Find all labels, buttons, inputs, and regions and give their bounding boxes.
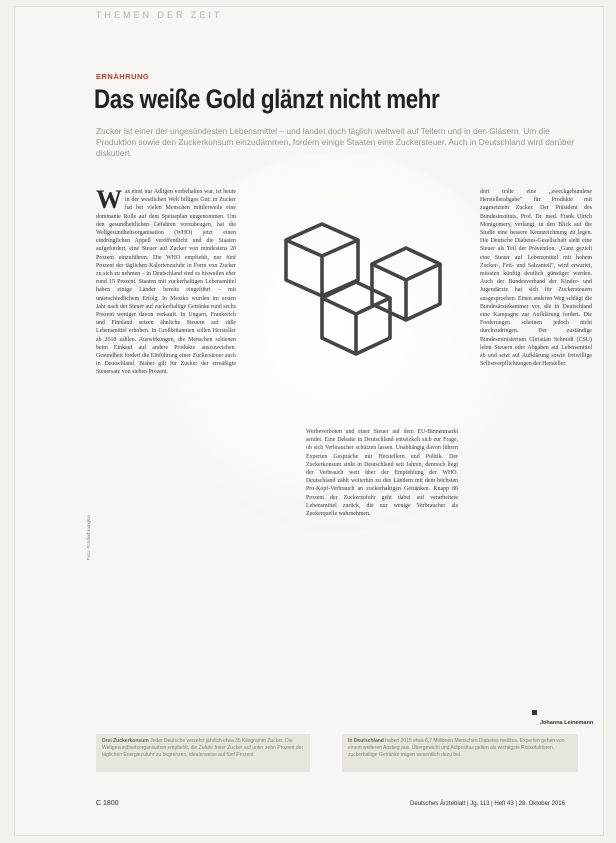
sugar-cubes-icon — [264, 218, 464, 368]
issue-info: Deutsches Ärzteblatt | Jg. 113 | Heft 43 | 28. Oktober 2016 — [410, 801, 565, 807]
info-box-text: haben 2015 etwa 6,7 Millionen Menschen Diabetes mellitus. Experten gehen von einem weiteren Anstieg aus. Übergewicht und Adipositas gelten als wichtigste Risikofaktoren, zuckerhaltige Getränke tragen wesentlich dazu bei. — [348, 738, 565, 758]
body-column-3: dort teilte eine „zweckgebundene Herstellerabgabe" für Produkte mit zugesetztem Zucker. Der Präsident des Bundesinstituts, Prof. Dr. med. Frank Ulrich Montgomery, verlangt, in den Blick auf die Studie eine bessere Kennzeichnung zu legen. Die Deutsche Diabetes-Gesellschaft sieht eine Steuer als Teil der Prävention. „Ganz gezielt eine Steuer auf Lebensmittel mit hohem Zucker-, Fett- und Salzanteil", wird erwartet, müssten künftig deutlich günstiger werden. Auch der Bundesverband der Kinder- und Jugendärzte hat sich für Zuckersteuern ausgesprochen. Einen anderen Weg schlägt die Bundesärztekammer vor, die in Deutschland eine Kampagne zur Aufklärung fordert. Die Forderungen scheinen jedoch nicht durchzudringen. Der zuständige Bundesministerium Christian Schmidt (CSU) lehnt Steuern oder Abgaben auf Lebensmittel ab und setzt auf Aufklärung sowie freiwillige Selbstverpflichtungen der Hersteller. — [480, 189, 592, 368]
info-box-right — [342, 734, 578, 772]
headline: Das weiße Gold glänzt nicht mehr — [94, 84, 440, 114]
body-column-2: Werbeverboten und einer Steuer auf dem EU-Binnenmarkt sendet. Eine Debatte in Deutschland entwickelt sich zur Frage, ob sich Verbraucher schützen lassen. Unabhängig davon führen Experten Gespräche mit Herstellern und Politik. Der Zuckerkonsum sinkt in Deutschland seit Jahren, dennoch liegt der Verbrauch weit über der Empfehlung der WHO. Deutschland zählt weiterhin zu den Ländern mit dem höchsten Pro-Kopf-Verbrauch an zuckerhaltigen Getränken. Knapp 80 Prozent der Zuckerzufuhr geht dabei auf verarbeitete Lebensmittel zurück, die nur wenige Verbraucher als Zuckerquelle wahrnehmen. — [306, 429, 458, 518]
drop-cap: W — [96, 188, 122, 214]
body-text-1: as einst nur Adligen vorbehalten war, ist heute in der westlichen Welt billiges Gut: in Zucker hat bei vielen Menschen mittlerweile eine dominante Rolle auf dem Speiseplan eingenommen. Um den gesundheitlichen Gefahren vorzubeugen, hat die Weltgesundheitsorganisation (WHO) jetzt einen eindringlichen Appell veröffentlicht und die Staaten aufgefordert, eine Steuer auf Zucker von mindestens 20 Prozent einzuführen. Die WHO empfiehlt, nur fünf Prozent der täglichen Kalorienzufuhr in Form von Zucker zu sich zu nehmen – in Deutschland sind es bisweilen eher rund 15 Prozent. Staaten mit zuckerhaltigen Lebensmittel haben einige Länder bereits eingeführt – mit unterschiedlichem Erfolg. In Mexiko wurden im ersten Jahr nach der Steuer auf zuckerhaltige Getränke rund sechs Prozent weniger davon verkauft. In Ungarn, Frankreich und Finnland setzen ähnliche Steuern auf süße Lebensmittel erhoben. In Großbritannien sollen Hersteller ab 2018 zahlen. Auswirkungen, die Menschen schienen beim Einkauf auf andere Produkte auszuweichen. Gesundheit fordert die Einführung einer Zuckersteuer auch in Deutschland. Bisher gilt für Zucker der ermäßigte Steuersatz von sieben Prozent. — [96, 189, 236, 376]
info-box-left — [96, 734, 310, 772]
section-label: THEMEN DER ZEIT — [96, 10, 223, 20]
deck: Zucker ist einer der ungesündesten Lebensmittel – und landet doch täglich weltweit auf Tellern und in den Gläsern. Um die Produktion sowie den Zuckerkonsum einzudämmen, fordern einige Staaten eine Zuckersteuer. Auch in Deutschland wird darüber diskutiert. — [96, 126, 575, 158]
body-column-1 — [96, 188, 236, 718]
rubric: ERNÄHRUNG — [96, 72, 150, 81]
info-box-title: Drei Zuckerkonsum — [102, 738, 149, 744]
author: Johanna Leinemann — [540, 720, 594, 726]
info-box-text: Jeder Deutsche verzehrt jährlich etwa 35 Kilogramm Zucker. Die Weltgesundheitsorganisation empfiehlt, die Zufuhr freier Zucker auf unter zehn Prozent der täglichen Energiezufuhr zu begrenzen, idealerweise auf fünf Prozent. — [102, 738, 304, 758]
photo-credit: Foto: Fotolia/bramgino — [86, 514, 91, 560]
info-box-title: In Deutschland — [348, 738, 384, 744]
end-mark — [532, 710, 537, 715]
page-number: C 1800 — [96, 800, 119, 807]
